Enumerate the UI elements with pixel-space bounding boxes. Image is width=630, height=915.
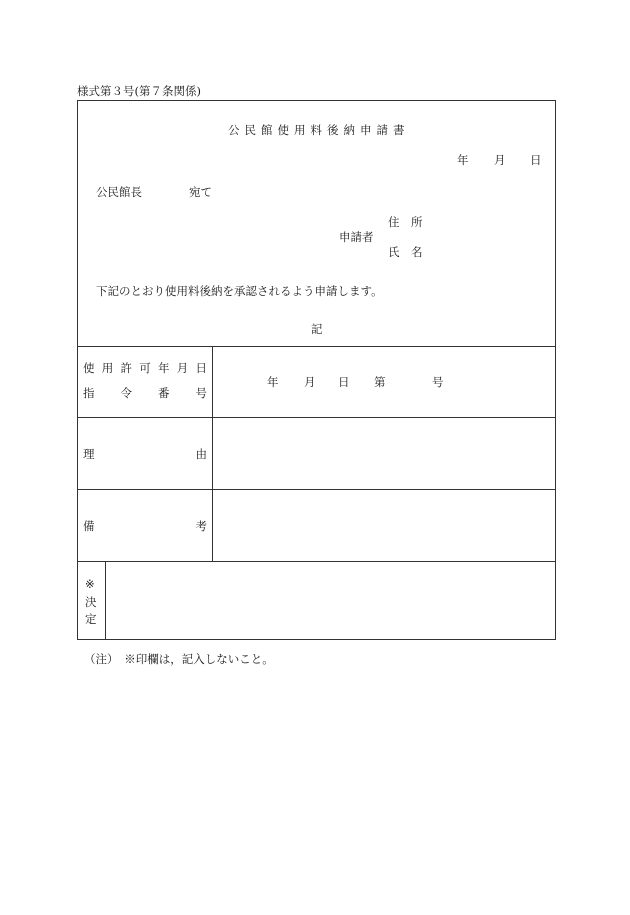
applicant-address-label: 住 所 [388, 215, 423, 229]
label-char: 理 [83, 447, 95, 461]
decision-char: 決 [85, 595, 97, 609]
label-char: 由 [195, 447, 207, 461]
row-divider [77, 346, 556, 347]
remarks-label [83, 519, 207, 533]
row-divider [77, 489, 556, 490]
request-text: 下記のとおり使用料後納を承認されるよう申請します。 [96, 284, 383, 298]
row-divider [77, 417, 556, 418]
permit-go: 号 [432, 375, 444, 389]
label-char: 年 [158, 361, 170, 375]
decision-column-divider [105, 561, 106, 640]
addressee-name: 公民館長 [96, 185, 142, 199]
label-char: 許 [120, 361, 132, 375]
permit-day: 日 [338, 375, 350, 389]
footnote: （注） ※印欄は，記入しないこと。 [84, 652, 274, 666]
label-char: 備 [83, 519, 95, 533]
date-month: 月 [494, 153, 506, 167]
form-title: 公民館使用料後納申請書 [228, 123, 410, 137]
label-char: 用 [101, 361, 114, 375]
ki-label: 記 [311, 322, 323, 336]
directive-number-label [83, 386, 207, 400]
label-column-divider [212, 346, 213, 561]
reason-label [83, 447, 207, 461]
label-char: 番 [158, 386, 170, 400]
label-char: 月 [176, 361, 189, 375]
applicant-name-label: 氏 名 [388, 245, 423, 259]
label-char: 令 [120, 386, 132, 400]
row-divider [77, 561, 556, 562]
decision-mark: ※ [85, 577, 95, 591]
label-char: 号 [195, 386, 207, 400]
permit-date-label [83, 361, 207, 375]
label-char: 使 [83, 361, 95, 375]
label-char: 日 [195, 361, 207, 375]
label-char: 考 [195, 519, 207, 533]
permit-month: 月 [304, 375, 316, 389]
applicant-label: 申請者 [339, 230, 374, 244]
label-char: 可 [139, 361, 151, 375]
form-number: 様式第３号(第７条関係) [77, 84, 201, 98]
decision-char: 定 [85, 612, 97, 626]
addressee-suffix: 宛て [189, 185, 212, 199]
date-year: 年 [457, 153, 469, 167]
date-day: 日 [530, 153, 542, 167]
permit-year: 年 [267, 375, 279, 389]
permit-dai: 第 [374, 375, 386, 389]
label-char: 指 [83, 386, 95, 400]
